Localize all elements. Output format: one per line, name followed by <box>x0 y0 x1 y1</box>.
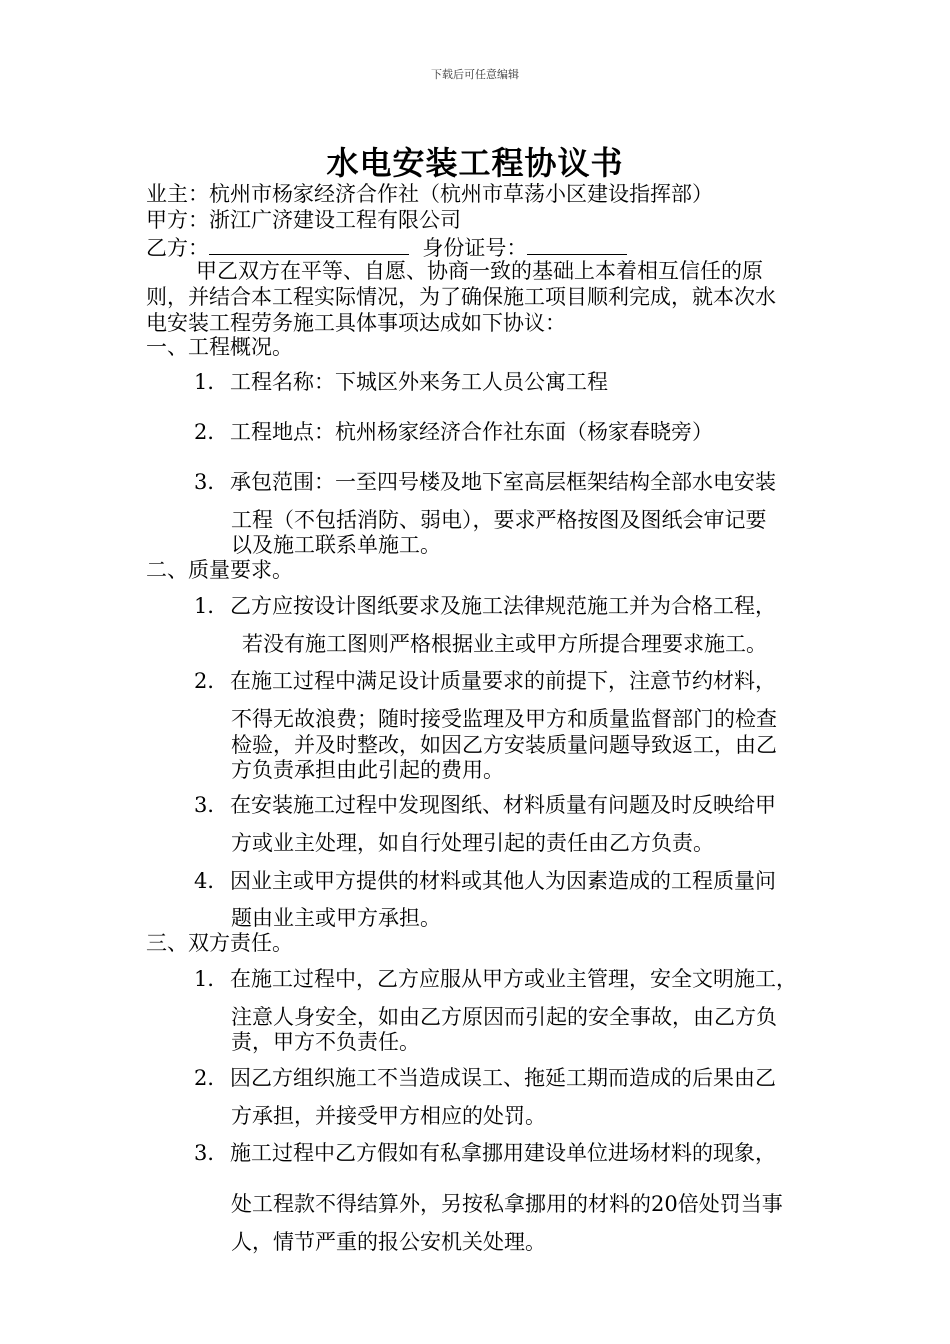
list-item-cont: 检验，并及时整改，如因乙方安装质量问题导致返工，由乙 <box>231 733 777 757</box>
list-item: 1．在施工过程中，乙方应服从甲方或业主管理，安全文明施工， <box>194 967 797 991</box>
list-item: 2．工程地点：杭州杨家经济合作社东面（杨家春晓旁） <box>194 420 713 444</box>
owner-line: 业主：杭州市杨家经济合作社（杭州市草荡小区建设指挥部） <box>146 182 713 206</box>
list-item: 1．乙方应按设计图纸要求及施工法律规范施工并为合格工程， <box>194 594 776 618</box>
section-heading: 一、工程概况。 <box>146 335 293 359</box>
section-heading: 三、双方责任。 <box>146 931 293 955</box>
id-blank[interactable] <box>527 234 627 255</box>
list-item: 4．因业主或甲方提供的材料或其他人为因素造成的工程质量问 <box>194 869 776 893</box>
list-item-cont: 方负责承担由此引起的费用。 <box>231 758 504 782</box>
list-item: 3．施工过程中乙方假如有私拿挪用建设单位进场材料的现象， <box>194 1141 776 1165</box>
list-item-cont: 题由业主或甲方承担。 <box>231 906 441 930</box>
list-item-cont: 以及施工联系单施工。 <box>231 533 441 557</box>
list-item-cont: 不得无故浪费；随时接受监理及甲方和质量监督部门的检查 <box>231 707 777 731</box>
list-item: 2．在施工过程中满足设计质量要求的前提下，注意节约材料， <box>194 669 776 693</box>
header-note: 下载后可任意编辑 <box>431 68 519 81</box>
list-item-cont: 处工程款不得结算外，另按私拿挪用的材料的20倍处罚当事 <box>231 1192 783 1216</box>
list-item: 3．在安装施工过程中发现图纸、材料质量有问题及时反映给甲 <box>194 793 776 817</box>
list-item: 1．工程名称：下城区外来务工人员公寓工程 <box>194 370 608 394</box>
party-a-line: 甲方：浙江广济建设工程有限公司 <box>146 208 461 232</box>
list-item-cont: 注意人身安全，如由乙方原因而引起的安全事故，由乙方负 <box>231 1005 777 1029</box>
party-b-blank[interactable] <box>209 234 409 255</box>
intro-line: 甲乙双方在平等、自愿、协商一致的基础上本着相互信任的原 <box>196 259 763 283</box>
list-item-cont: 工程（不包括消防、弱电），要求严格按图及图纸会审记要 <box>231 508 767 532</box>
intro-line: 电安装工程劳务施工具体事项达成如下协议： <box>146 311 566 335</box>
party-b-line <box>146 234 627 260</box>
list-item: 2．因乙方组织施工不当造成误工、拖延工期而造成的后果由乙 <box>194 1066 776 1090</box>
list-item-cont: 若没有施工图则严格根据业主或甲方所提合理要求施工。 <box>242 632 767 656</box>
list-item: 3．承包范围：一至四号楼及地下室高层框架结构全部水电安装 <box>194 470 776 494</box>
list-item-cont: 方承担，并接受甲方相应的处罚。 <box>231 1104 546 1128</box>
list-item-cont: 责，甲方不负责任。 <box>231 1030 420 1054</box>
list-item-cont: 人，情节严重的报公安机关处理。 <box>231 1230 546 1254</box>
section-heading: 二、质量要求。 <box>146 558 293 582</box>
id-label: 身份证号： <box>422 236 528 260</box>
party-b-label: 乙方： <box>146 236 209 260</box>
document-title: 水电安装工程协议书 <box>326 144 624 182</box>
intro-line: 则，并结合本工程实际情况，为了确保施工项目顺利完成，就本次水 <box>146 285 776 309</box>
list-item-cont: 方或业主处理，如自行处理引起的责任由乙方负责。 <box>231 831 714 855</box>
